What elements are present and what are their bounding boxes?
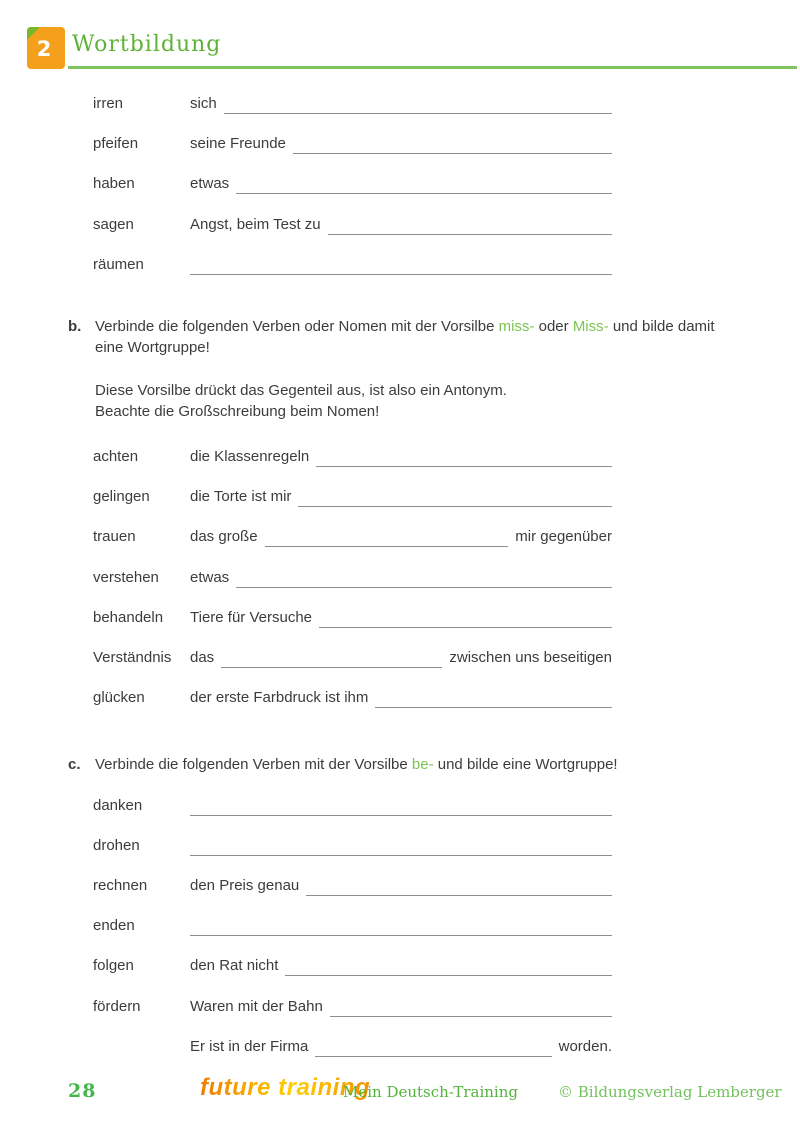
exercise-row xyxy=(93,525,612,547)
verb-label: achten xyxy=(93,448,139,465)
exercise-row xyxy=(93,794,612,816)
chapter-number: 2 xyxy=(36,37,52,61)
answer-line xyxy=(293,135,612,154)
instruction-part: Verbinde die folgenden Verben mit der Vorsilbe xyxy=(95,756,408,773)
phrase-post: worden. xyxy=(558,1038,612,1055)
exercise-row xyxy=(93,686,612,708)
answer-line xyxy=(375,689,612,708)
exercise-row xyxy=(93,954,612,976)
answer-line xyxy=(315,1038,551,1057)
exercise-row xyxy=(93,874,612,896)
verb-label: rechnen xyxy=(93,877,148,894)
exercise-row xyxy=(93,1035,612,1057)
verb-label: irren xyxy=(93,95,124,112)
verb-label: verstehen xyxy=(93,569,159,586)
section-b-instruction xyxy=(68,316,716,358)
verb-label: folgen xyxy=(93,957,134,974)
phrase-pre: Angst, beim Test zu xyxy=(190,216,321,233)
exercise-row xyxy=(93,914,612,936)
answer-line xyxy=(328,216,612,235)
section-letter: b. xyxy=(68,318,82,335)
verb-label: danken xyxy=(93,797,143,814)
verb-label: fördern xyxy=(93,998,141,1015)
verb-label: räumen xyxy=(93,256,144,273)
exercise-row xyxy=(93,213,612,235)
exercise-row xyxy=(93,445,612,467)
verb-label: haben xyxy=(93,175,135,192)
verb-label: glücken xyxy=(93,689,145,706)
chapter-number-badge xyxy=(27,27,65,69)
verb-label: gelingen xyxy=(93,488,150,505)
phrase-pre: die Torte ist mir xyxy=(190,488,292,505)
header-rule xyxy=(68,66,797,69)
exercise-row xyxy=(93,566,612,588)
phrase-pre: den Rat nicht xyxy=(190,957,279,974)
exercise-row xyxy=(93,92,612,114)
answer-line xyxy=(190,917,612,936)
section-b-note xyxy=(95,380,715,422)
phrase-post: zwischen uns beseitigen xyxy=(449,649,612,666)
answer-line xyxy=(221,649,442,668)
phrase-pre: Tiere für Versuche xyxy=(190,609,312,626)
phrase-pre: Er ist in der Firma xyxy=(190,1038,309,1055)
verb-label: pfeifen xyxy=(93,135,139,152)
brand-subtitle: Mein Deutsch-Training xyxy=(343,1083,518,1101)
phrase-pre: der erste Farbdruck ist ihm xyxy=(190,689,369,706)
verb-label: drohen xyxy=(93,837,140,854)
exercise-row xyxy=(93,995,612,1017)
phrase-pre: etwas xyxy=(190,569,230,586)
instruction-part: und bilde damit eine Wortgruppe! xyxy=(95,318,715,356)
phrase-pre: die Klassenregeln xyxy=(190,448,310,465)
phrase-pre: Waren mit der Bahn xyxy=(190,998,323,1015)
page-title: Wortbildung xyxy=(72,32,222,57)
instruction-part: und bilde eine Wortgruppe! xyxy=(437,756,618,773)
verb-label: behandeln xyxy=(93,609,164,626)
phrase-pre: das große xyxy=(190,528,258,545)
note-line: Diese Vorsilbe drückt das Gegenteil aus, ist also ein Antonym. xyxy=(95,382,507,399)
exercise-row xyxy=(93,485,612,507)
phrase-pre: das xyxy=(190,649,215,666)
phrase-post: mir gegenüber xyxy=(515,528,612,545)
instruction-part: Verbinde die folgenden Verben oder Nomen mit der Vorsilbe xyxy=(95,318,495,335)
phrase-pre: seine Freunde xyxy=(190,135,286,152)
prefix-highlight: be- xyxy=(411,756,434,773)
answer-line xyxy=(265,528,509,547)
exercise-row xyxy=(93,132,612,154)
verb-label: enden xyxy=(93,917,135,934)
section-letter: c. xyxy=(68,756,81,773)
prefix-highlight: Miss- xyxy=(572,318,609,335)
phrase-pre: den Preis genau xyxy=(190,877,300,894)
noun-label: Verständnis xyxy=(93,649,172,666)
verb-label: sagen xyxy=(93,216,134,233)
exercise-row xyxy=(93,606,612,628)
exercise-row xyxy=(93,646,612,668)
answer-line xyxy=(224,95,612,114)
copyright-notice: © Bildungsverlag Lemberger xyxy=(558,1083,782,1101)
instruction-part: oder xyxy=(538,318,569,335)
phrase-pre: sich xyxy=(190,95,217,112)
answer-line xyxy=(298,488,612,507)
verb-label: trauen xyxy=(93,528,136,545)
answer-line xyxy=(190,837,612,856)
answer-line xyxy=(330,998,612,1017)
note-line: Beachte die Großschreibung beim Nomen! xyxy=(95,403,380,420)
exercise-row xyxy=(93,834,612,856)
answer-line xyxy=(306,877,612,896)
exercise-row xyxy=(93,172,612,194)
answer-line xyxy=(236,569,612,588)
exercise-row xyxy=(93,253,612,275)
brand-logo: future training xyxy=(200,1074,371,1101)
page-number: 28 xyxy=(68,1080,97,1102)
answer-line xyxy=(319,609,612,628)
instruction-text xyxy=(95,754,716,775)
answer-line xyxy=(190,797,612,816)
instruction-text xyxy=(95,316,716,358)
phrase-pre: etwas xyxy=(190,175,230,192)
prefix-highlight: miss- xyxy=(498,318,535,335)
answer-line xyxy=(316,448,612,467)
answer-line xyxy=(190,256,612,275)
answer-line xyxy=(236,175,612,194)
answer-line xyxy=(285,957,612,976)
section-c-instruction xyxy=(68,754,716,775)
